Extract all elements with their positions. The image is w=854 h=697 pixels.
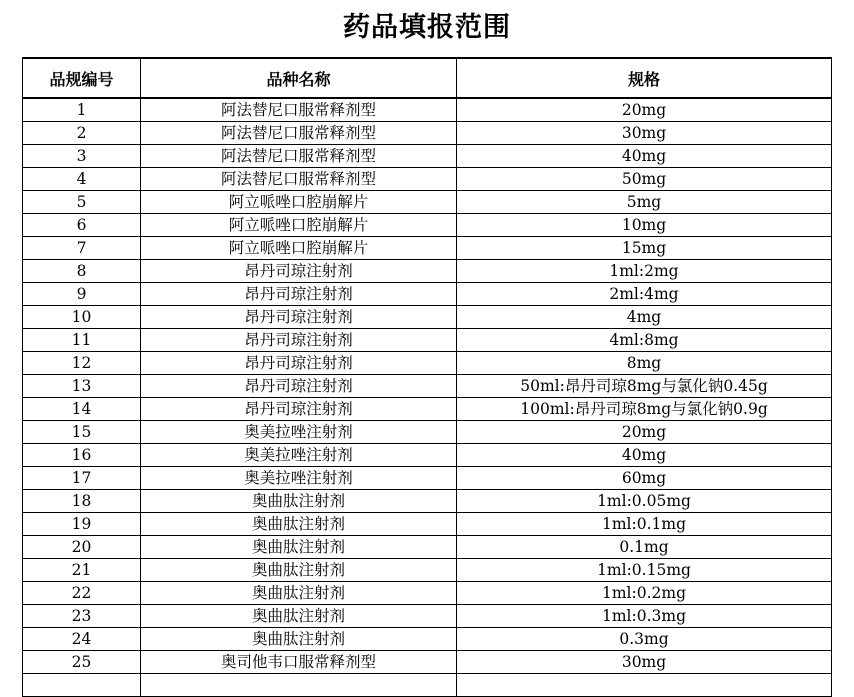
drug-name-cell: 阿法替尼口服常释剂型 xyxy=(141,122,457,145)
table-row xyxy=(23,283,832,306)
table-row xyxy=(23,582,832,605)
drug-name-cell: 昂丹司琼注射剂 xyxy=(141,329,457,352)
drug-name-cell: 奥美拉唑注射剂 xyxy=(141,421,457,444)
drug-name-cell: 昂丹司琼注射剂 xyxy=(141,260,457,283)
table-row xyxy=(23,444,832,467)
specification-cell: 0.3mg xyxy=(457,628,832,651)
specification-cell: 2ml:4mg xyxy=(457,283,832,306)
table-row xyxy=(23,191,832,214)
specification-cell: 4ml:8mg xyxy=(457,329,832,352)
spec-code-cell: 25 xyxy=(23,651,141,674)
spec-code-cell: 9 xyxy=(23,283,141,306)
table-row xyxy=(23,513,832,536)
spec-code-cell: 14 xyxy=(23,398,141,421)
specification-cell: 1ml:0.15mg xyxy=(457,559,832,582)
specification-cell: 40mg xyxy=(457,444,832,467)
specification-cell: 100ml:昂丹司琼8mg与氯化钠0.9g xyxy=(457,398,832,421)
drug-name-cell: 昂丹司琼注射剂 xyxy=(141,375,457,398)
table-row xyxy=(23,398,832,421)
drug-name-cell: 阿立哌唑口腔崩解片 xyxy=(141,191,457,214)
table-row xyxy=(23,214,832,237)
table-row xyxy=(23,651,832,674)
column-header-drug-name: 品种名称 xyxy=(141,58,457,98)
table-row xyxy=(23,559,832,582)
table-row xyxy=(23,421,832,444)
drug-name-cell: 奥曲肽注射剂 xyxy=(141,559,457,582)
spec-code-cell: 11 xyxy=(23,329,141,352)
specification-cell: 1ml:2mg xyxy=(457,260,832,283)
spec-code-cell: 12 xyxy=(23,352,141,375)
spec-code-cell: 19 xyxy=(23,513,141,536)
spec-code-cell: 17 xyxy=(23,467,141,490)
table-row xyxy=(23,122,832,145)
specification-cell: 5mg xyxy=(457,191,832,214)
specification-cell: 40mg xyxy=(457,145,832,168)
spec-code-cell: 20 xyxy=(23,536,141,559)
spec-code-cell: 8 xyxy=(23,260,141,283)
table-row-partial xyxy=(23,674,832,697)
drug-name-cell: 奥曲肽注射剂 xyxy=(141,582,457,605)
spec-code-cell: 3 xyxy=(23,145,141,168)
spec-code-cell: 22 xyxy=(23,582,141,605)
table-row xyxy=(23,306,832,329)
drug-name-cell: 奥曲肽注射剂 xyxy=(141,536,457,559)
specification-cell: 1ml:0.3mg xyxy=(457,605,832,628)
spec-code-cell: 5 xyxy=(23,191,141,214)
specification-cell: 50mg xyxy=(457,168,832,191)
table-header-row xyxy=(23,58,832,98)
specification-cell: 60mg xyxy=(457,467,832,490)
drug-name-cell: 奥曲肽注射剂 xyxy=(141,628,457,651)
drug-name-cell: 昂丹司琼注射剂 xyxy=(141,398,457,421)
table-row xyxy=(23,352,832,375)
drug-name-cell: 奥司他韦口服常释剂型 xyxy=(141,651,457,674)
specification-cell: 30mg xyxy=(457,651,832,674)
column-header-spec-code: 品规编号 xyxy=(23,58,141,98)
drug-name-cell: 昂丹司琼注射剂 xyxy=(141,283,457,306)
spec-code-cell: 1 xyxy=(23,98,141,122)
spec-code-cell: 15 xyxy=(23,421,141,444)
spec-code-cell: 24 xyxy=(23,628,141,651)
drug-name-cell: 昂丹司琼注射剂 xyxy=(141,352,457,375)
specification-cell: 10mg xyxy=(457,214,832,237)
drug-name-cell xyxy=(141,674,457,697)
table-row xyxy=(23,98,832,122)
table-row xyxy=(23,628,832,651)
drug-name-cell: 奥美拉唑注射剂 xyxy=(141,444,457,467)
drug-name-cell: 奥曲肽注射剂 xyxy=(141,605,457,628)
specification-cell: 20mg xyxy=(457,98,832,122)
table-row xyxy=(23,467,832,490)
drug-name-cell: 阿立哌唑口腔崩解片 xyxy=(141,237,457,260)
spec-code-cell: 7 xyxy=(23,237,141,260)
specification-cell xyxy=(457,674,832,697)
specification-cell: 30mg xyxy=(457,122,832,145)
specification-cell: 15mg xyxy=(457,237,832,260)
drug-name-cell: 奥曲肽注射剂 xyxy=(141,513,457,536)
spec-code-cell: 18 xyxy=(23,490,141,513)
drug-name-cell: 奥美拉唑注射剂 xyxy=(141,467,457,490)
specification-cell: 1ml:0.05mg xyxy=(457,490,832,513)
specification-cell: 0.1mg xyxy=(457,536,832,559)
specification-cell: 1ml:0.1mg xyxy=(457,513,832,536)
spec-code-cell: 13 xyxy=(23,375,141,398)
table-row xyxy=(23,490,832,513)
table-row xyxy=(23,605,832,628)
spec-code-cell: 2 xyxy=(23,122,141,145)
specification-cell: 20mg xyxy=(457,421,832,444)
drug-name-cell: 阿法替尼口服常释剂型 xyxy=(141,98,457,122)
drug-name-cell: 奥曲肽注射剂 xyxy=(141,490,457,513)
spec-code-cell: 16 xyxy=(23,444,141,467)
spec-code-cell xyxy=(23,674,141,697)
column-header-specification: 规格 xyxy=(457,58,832,98)
table-row xyxy=(23,329,832,352)
drug-scope-table xyxy=(22,57,832,697)
table-row xyxy=(23,375,832,398)
spec-code-cell: 4 xyxy=(23,168,141,191)
spec-code-cell: 21 xyxy=(23,559,141,582)
specification-cell: 50ml:昂丹司琼8mg与氯化钠0.45g xyxy=(457,375,832,398)
table-row xyxy=(23,237,832,260)
page-title: 药品填报范围 xyxy=(343,12,511,43)
spec-code-cell: 23 xyxy=(23,605,141,628)
specification-cell: 4mg xyxy=(457,306,832,329)
table-row xyxy=(23,168,832,191)
table-row xyxy=(23,536,832,559)
specification-cell: 1ml:0.2mg xyxy=(457,582,832,605)
drug-name-cell: 阿法替尼口服常释剂型 xyxy=(141,145,457,168)
table-row xyxy=(23,145,832,168)
drug-name-cell: 昂丹司琼注射剂 xyxy=(141,306,457,329)
spec-code-cell: 10 xyxy=(23,306,141,329)
spec-code-cell: 6 xyxy=(23,214,141,237)
drug-name-cell: 阿立哌唑口腔崩解片 xyxy=(141,214,457,237)
specification-cell: 8mg xyxy=(457,352,832,375)
table-row xyxy=(23,260,832,283)
drug-name-cell: 阿法替尼口服常释剂型 xyxy=(141,168,457,191)
